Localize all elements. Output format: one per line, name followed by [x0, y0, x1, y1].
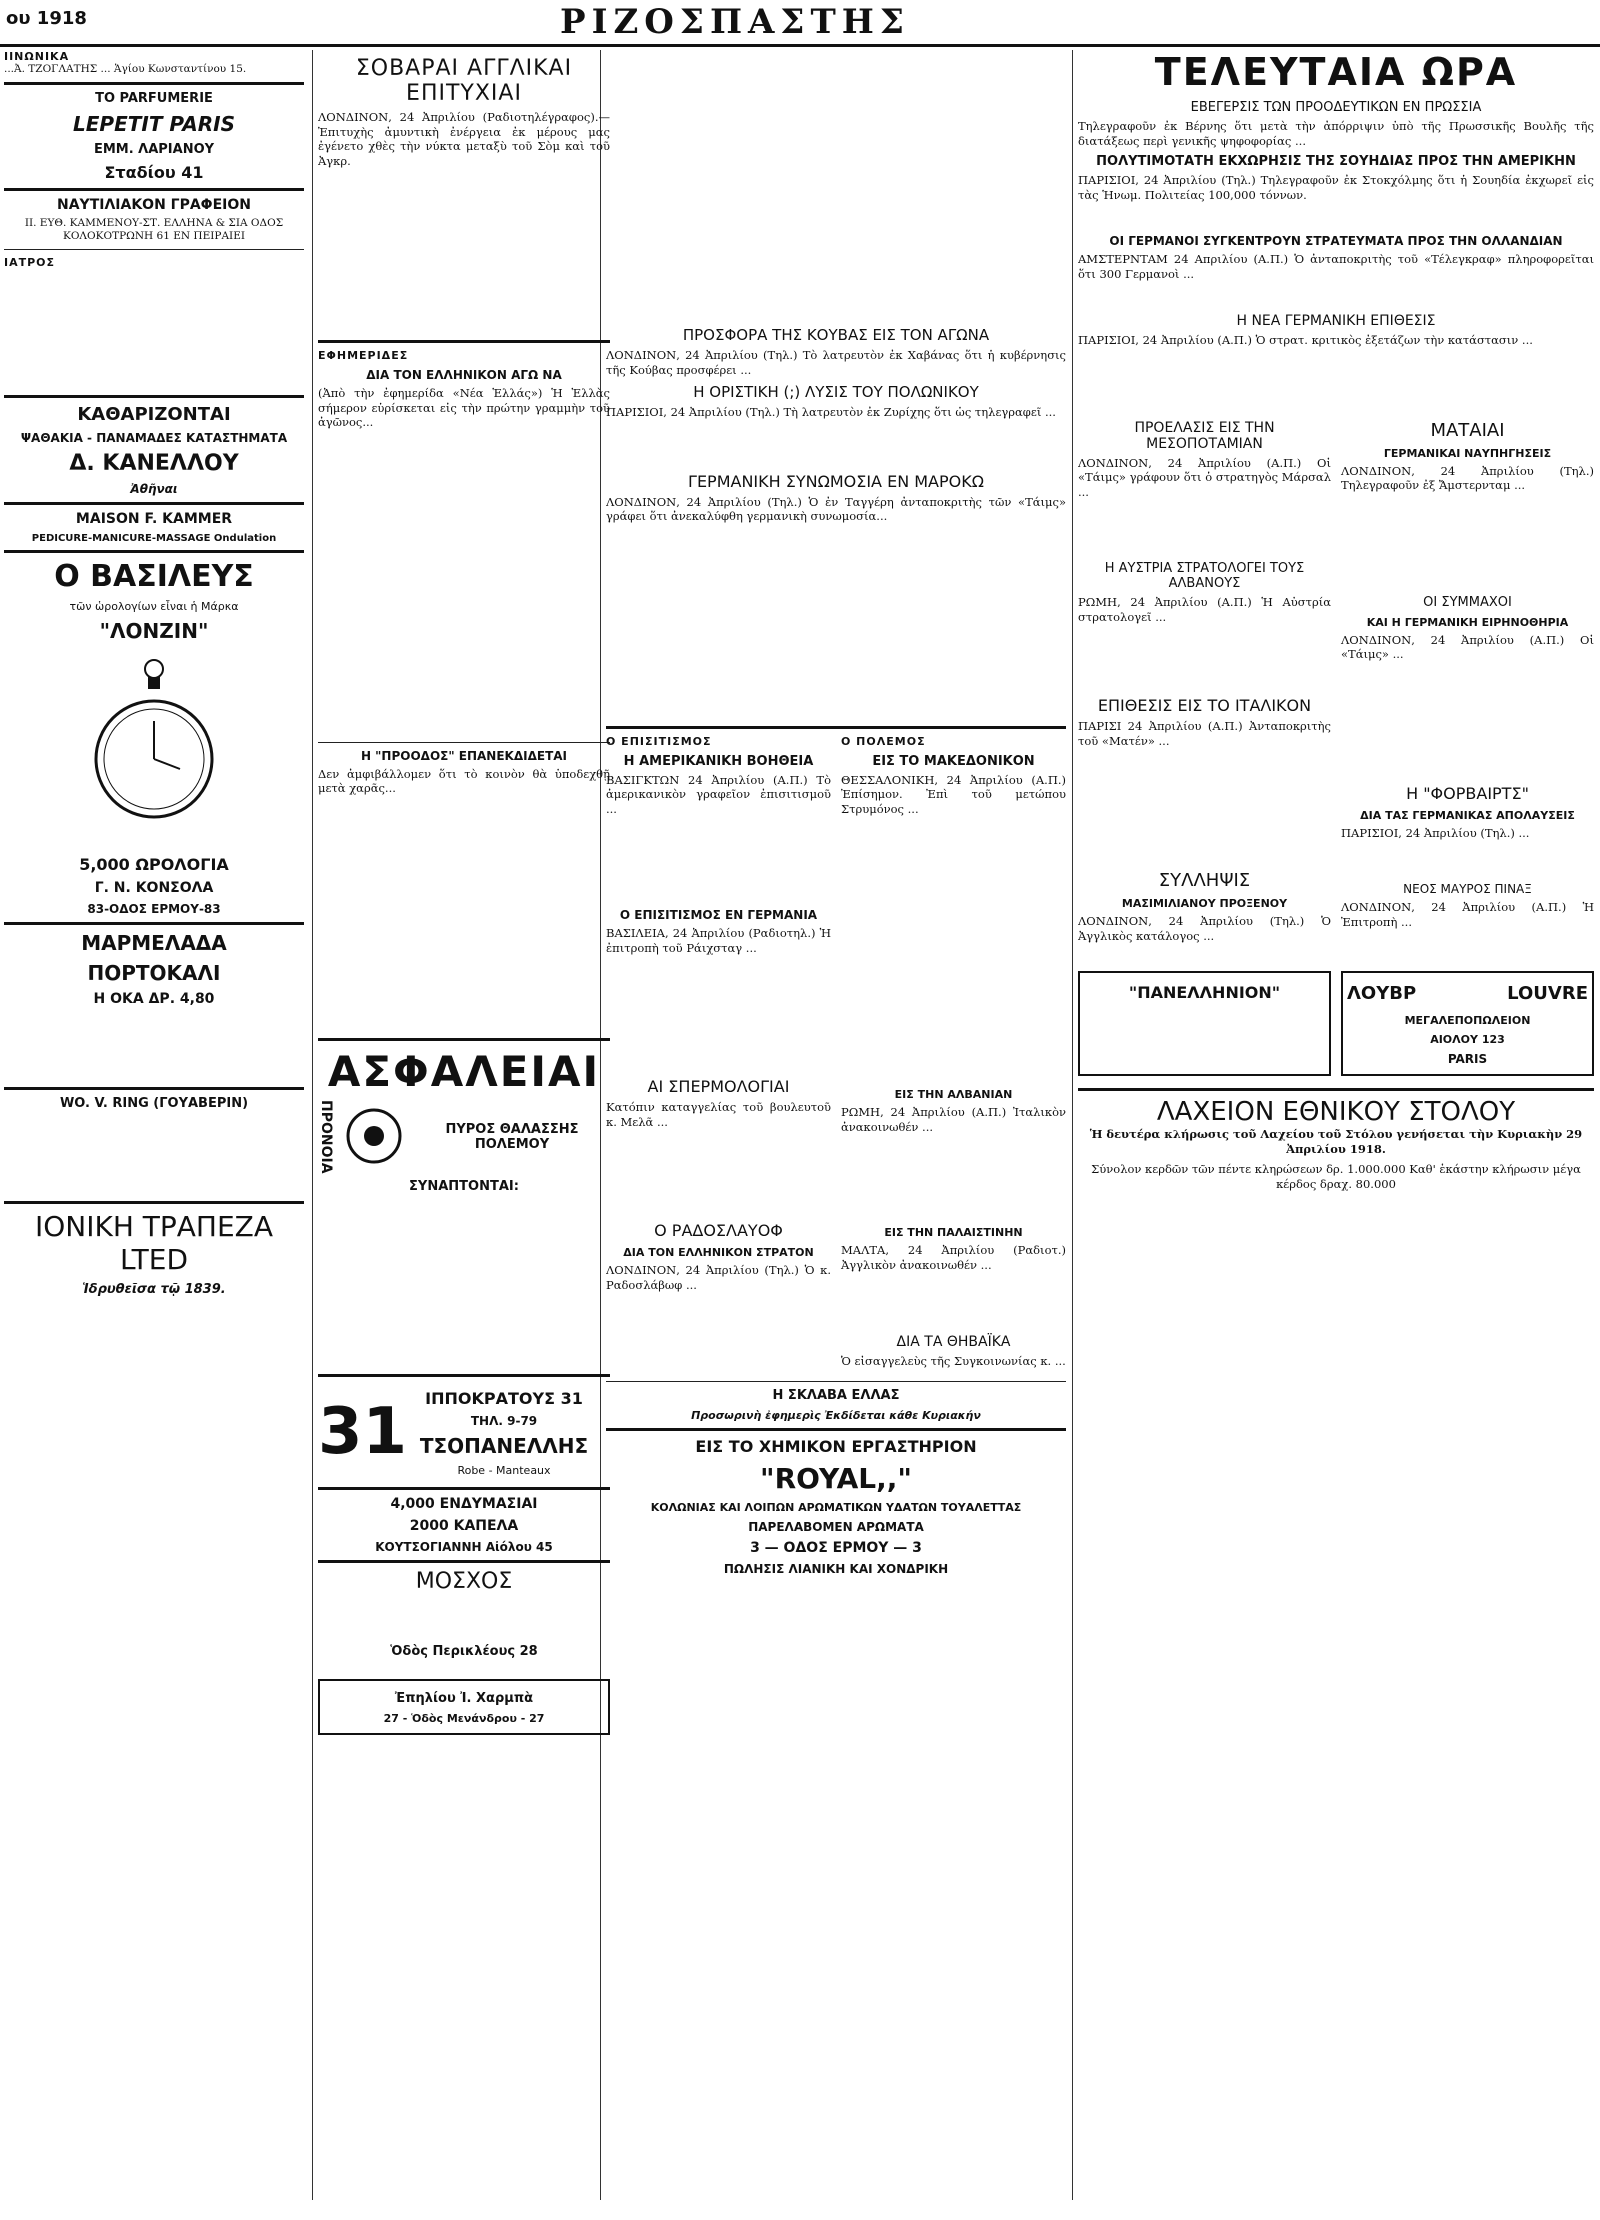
column-2 [318, 50, 610, 1741]
article-text: ΛΟΝΔΙΝΟΝ, 24 Ἀπριλίου (Α.Π.) Ἡ Ἐπιτροπὴ ... [1341, 900, 1594, 929]
article-heading: ΝΕΟΣ ΜΑΥΡΟΣ ΠΙΝΑΞ [1403, 882, 1532, 896]
ad-marmelada: ΜΑΡΜΕΛΑΔΑ [81, 931, 227, 955]
ad-kammer-heading: MAISON F. KAMMER [75, 511, 233, 527]
ad-cleaners-sub: ΨΑΘΑΚΙΑ - ΠΑΝΑΜΑΔΕΣ ΚΑΤΑΣΤΗΜΑΤΑ [20, 431, 288, 445]
ad-tsop-sub: Robe - Manteaux [457, 1464, 551, 1478]
ad-royal-address: 3 — ΟΔΟΣ ΕΡΜΟΥ — 3 [750, 1539, 922, 1556]
article-heading: Ο ΡΑΔΟΣΛΑΥΟΦ [654, 1221, 783, 1240]
article-subheading: ΜΑΣΙΜΙΛΙΑΝΟΥ ΠΡΟΞΕΝΟΥ [1121, 897, 1288, 910]
article-subheading: ΓΕΡΜΑΝΙΚΑΙ ΝΑΥΠΗΓΗΣΕΙΣ [1383, 446, 1552, 460]
article-text: ΛΟΝΔΙΝΟΝ, 24 Ἀπριλίου (Α.Π.) Οἱ «Τάιμς» γράφουν ὅτι ὁ στρατηγὸς Μάρσαλ ... [1078, 455, 1331, 499]
ad-king-heading: Ο ΒΑΣΙΛΕΥΣ [54, 559, 254, 594]
article-heading: ΟΙ ΣΥΜΜΑΧΟΙ [1423, 594, 1512, 610]
article-text: ΠΑΡΙΣΙΟΙ, 24 Ἀπριλίου (Τηλ.) Τηλεγραφοῦν ἐκ Στοκχόλμης ὅτι ἡ Σουηδία ἐκχωρεῖ εἰς τὰς Ἡνωμ. Πολιτείας 100,000 τόννων. [1078, 173, 1594, 202]
article-text: Δεν ἀμφιβάλλομεν ὅτι τὸ κοινὸν θὰ ὑποδεχθῇ μετὰ χαρᾶς... [318, 766, 610, 795]
article-subheading: ΔΙΑ ΤΑΣ ΓΕΡΜΑΝΙΚΑΣ ΑΠΟΛΑΥΣΕΙΣ [1360, 808, 1575, 822]
article-heading: Ο ΕΠΙΣΙΤΙΣΜΟΣ ΕΝ ΓΕΡΜΑΝΙΑ [619, 908, 818, 922]
article-heading: Η "ΠΡΟΟΔΟΣ" ΕΠΑΝΕΚΔΙΔΕΤΑΙ [360, 748, 568, 763]
section-ephemerides: ΕΦΗΜΕΡΙΔΕΣ [318, 349, 409, 362]
article-subheading: ΚΑΙ Η ΓΕΡΜΑΝΙΚΗ ΕΙΡΗΝΟΘΗΡΙΑ [1366, 615, 1569, 629]
ad-insurance-heading: ΑΣΦΑΛΕΙΑΙ [327, 1046, 601, 1096]
ad-royal-sale: ΠΩΛΗΣΙΣ ΛΙΑΝΙΚΗ ΚΑΙ ΧΟΝΔΡΙΚΗ [723, 1561, 949, 1576]
ad-bank-founded: Ἱδρυθεῖσα τῷ 1839. [82, 1282, 226, 1297]
masthead [0, 0, 1600, 47]
article-text: ΠΑΡΙΣΙΟΙ, 24 Ἀπριλίου (Τηλ.) Τὴ λατρευτὸν ἐκ Ζυρίχης ὅτι ὡς τηλεγραφεῖ ... [606, 405, 1056, 419]
article-text: ΛΟΝΔΙΝΟΝ, 24 Ἀπριλίου (Τηλ.) Τὸ λατρευτὸν ἐκ Χαβάνας ὅτι ἡ κυβέρνησις τῆς Κούβας προσφέρει ... [606, 348, 1066, 377]
article-text: ΒΑΣΙΓΚΤΩΝ 24 Ἀπριλίου (Α.Π.) Τὸ ἀμερικανικὸν γραφεῖον ἐπισιτισμοῦ ... [606, 772, 831, 816]
article-heading: Η ΝΕΑ ΓΕΡΜΑΝΙΚΗ ΕΠΙΘΕΣΙΣ [1236, 313, 1436, 329]
ad-pharmacy-address: 27 - Ὁδὸς Μενάνδρου - 27 [383, 1712, 545, 1726]
article-text: ...Ἀ. ΤΖΟΓΛΑΤΗΣ ... Ἁγίου Κωνσταντίνου 15. [4, 63, 247, 75]
ad-tsop-address: ΙΠΠΟΚΡΑΤΟΥΣ 31 [425, 1389, 583, 1409]
ad-louvre-paris: PARIS [1447, 1052, 1488, 1066]
ad-endymasiai: 4,000 ΕΝΔΥΜΑΣΙΑΙ [390, 1496, 538, 1513]
column-5 [1078, 50, 1594, 1197]
ad-parfumerie-owner: ΕΜΜ. ΛΑΡΙΑΝΟΥ [93, 142, 215, 157]
ad-royal-name: "ROYAL,," [760, 1461, 912, 1495]
article-heading: ΔΙΑ ΤΟΝ ΕΛΛΗΝΙΚΟΝ ΑΓΩ ΝΑ [366, 368, 562, 382]
ad-iatros: ΙΑΤΡΟΣ [4, 256, 56, 269]
ad-royal-sub: ΚΟΛΩΝΙΑΣ ΚΑΙ ΛΟΙΠΩΝ ΑΡΩΜΑΤΙΚΩΝ ΥΔΑΤΩΝ ΤΟΥΑΛΕΤΤΑΣ [650, 1500, 1022, 1514]
ad-kapela: 2000 ΚΑΠΕΛΑ [409, 1518, 519, 1535]
column-divider [1072, 50, 1073, 2200]
ad-lottery-prize: Σύνολον κερδῶν τῶν πέντε κληρώσεων δρ. 1.000.000 Καθ' ἑκάστην κλήρωσιν μέγα κέρδος δραχ. 80.000 [1091, 1162, 1581, 1191]
insurance-emblem-icon [344, 1106, 404, 1166]
ad-parfumerie-address: Σταδίου 41 [104, 163, 204, 182]
headline-polish: Η ΟΡΙΣΤΙΚΗ (;) ΛΥΣΙΣ ΤΟΥ ΠΟΛΩΝΙΚΟΥ [693, 383, 979, 401]
column-3-4 [606, 50, 1066, 1580]
ad-royal-sub2: ΠΑΡΕΛΑΒΟΜΕΝ ΑΡΩΜΑΤΑ [748, 1519, 924, 1534]
ad-kammer-sub: PEDICURE-MANICURE-MASSAGE Ondulation [31, 533, 277, 544]
article-text: Κατόπιν καταγγελίας τοῦ βουλευτοῦ κ. Μελᾶ ... [606, 1100, 831, 1129]
ad-konsola-address: 83-ΟΔΟΣ ΕΡΜΟΥ-83 [87, 902, 221, 916]
article-text: ΒΑΣΙΛΕΙΑ, 24 Ἀπριλίου (Ραδιοτηλ.) Ἡ ἐπιτροπὴ τοῦ Ράιχσταγ ... [606, 926, 831, 955]
column-1 [4, 50, 304, 1301]
section-polemos: Ο ΠΟΛΕΜΟΣ [841, 734, 926, 748]
article-heading: Η ΑΜΕΡΙΚΑΝΙΚΗ ΒΟΗΘΕΙΑ [623, 753, 814, 769]
article-text: ΡΩΜΗ, 24 Ἀπριλίου (Α.Π.) Ἰταλικὸν ἀνακοινωθέν ... [841, 1105, 1066, 1134]
article-text: ΛΟΝΔΙΝΟΝ, 24 Ἀπριλίου (Τηλ.) Ὁ Ἀγγλικὸς κατάλογος ... [1078, 914, 1331, 943]
article-heading: ΠΟΛΥΤΙΜΟΤΑΤΗ ΕΚΧΩΡΗΣΙΣ ΤΗΣ ΣΟΥΗΔΙΑΣ ΠΡΟΣ ΤΗΝ ΑΜΕΡΙΚΗΝ [1096, 154, 1576, 169]
headline-morocco: ΓΕΡΜΑΝΙΚΗ ΣΥΝΩΜΟΣΙΑ ΕΝ ΜΑΡΟΚΩ [688, 471, 984, 491]
headline-british: ΣΟΒΑΡΑΙ ΑΓΓΛΙΚΑΙ ΕΠΙΤΥΧΙΑΙ [355, 56, 573, 106]
column-divider [312, 50, 313, 2200]
ad-king-brand: "ΛΟΝΖΙΝ" [99, 619, 209, 643]
article-subheading: ΔΙΑ ΤΟΝ ΕΛΛΗΝΙΚΟΝ ΣΤΡΑΤΟΝ [623, 1246, 814, 1259]
ad-pronoia: ΠΡΟΝΟΙΑ [318, 1099, 334, 1174]
article-heading: ΔΙΑ ΤΑ ΘΗΒΑΪΚΑ [896, 1334, 1011, 1350]
ad-tsop-tel: ΤΗΛ. 9-79 [470, 1414, 538, 1429]
article-heading: ΣΥΛΛΗΨΙΣ [1158, 870, 1251, 891]
ad-insurance-items: ΠΥΡΟΣ ΘΑΛΑΣΣΗΣ ΠΟΛΕΜΟΥ [445, 1122, 579, 1153]
article-text: Τηλεγραφοῦν ἐκ Βέρνης ὅτι μετὰ τὴν ἀπόρριψιν ὑπὸ τῆς Πρωσσικῆς Βουλῆς τῆς διατάξεως περὶ γενικῆς ψηφοφορίας ... [1078, 119, 1594, 148]
masthead-date: ου 1918 [6, 8, 87, 29]
article-text: ΛΟΝΔΙΝΟΝ, 24 Ἀπριλίου (Α.Π.) Οἱ «Τάιμς» ... [1341, 632, 1594, 661]
ad-louvre-sub: ΜΕΓΑΛΕΠΟΠΩΛΕΙΟΝ [1404, 1014, 1531, 1027]
article-text: ΑΜΣΤΕΡΝΤΑΜ 24 Απριλίου (Α.Π.) Ὁ ἀνταποκριτὴς τοῦ «Τέλεγκραφ» πληροφορεῖται ὅτι 300 Γερμανοὶ ... [1078, 252, 1594, 281]
article-heading: ΜΑΤΑΙΑΙ [1430, 419, 1505, 441]
article-heading: ΕΠΙΘΕΣΙΣ ΕΙΣ ΤΟ ΙΤΑΛΙΚΟΝ [1097, 696, 1312, 715]
ad-koutsogianni: ΚΟΥΤΣΟΓΙΑΝΝΗ Αἰόλου 45 [375, 1540, 553, 1555]
article-text: ΠΑΡΙΣΙ 24 Ἀπριλίου (Α.Π.) Ἀνταποκριτὴς τοῦ «Ματέν» ... [1078, 719, 1331, 748]
article-heading: ΕΙΣ ΤΟ ΜΑΚΕΔΟΝΙΚΟΝ [872, 753, 1035, 769]
article-text: Ὁ εἰσαγγελεὺς τῆς Συγκοινωνίας κ. ... [841, 1354, 1066, 1368]
ad-bank-heading: ΙΟΝΙΚΗ ΤΡΑΠΕΖΑ LTED [34, 1210, 274, 1276]
article-heading: Η ΑΥΣΤΡΙΑ ΣΤΡΑΤΟΛΟΓΕΙ ΤΟΥΣ ΑΛΒΑΝΟΥΣ [1104, 561, 1305, 591]
ad-insurance-contract: ΣΥΝΑΠΤΟΝΤΑΙ: [409, 1179, 519, 1195]
article-heading: ΑΙ ΣΠΕΡΜΟΛΟΓΙΑΙ [647, 1077, 790, 1096]
ad-oka: Η ΟΚΑ ΔΡ. 4,80 [93, 991, 215, 1007]
ad-naut-heading: ΝΑΥΤΙΛΙΑΚΟΝ ΓΡΑΦΕΙΟΝ [57, 197, 251, 213]
article-text: ΛΟΝΔΙΝΟΝ, 24 Ἀπριλίου (Ραδιοτηλέγραφος).—Ἐπιτυχὴς ἀμυντικὴ ἐνέργεια ἐκ μέρους μας ἐγένετο χθὲς τὴν νύκτα μεταξὺ τοῦ Σὸμ καὶ τοῦ Ἀγκρ. [318, 110, 610, 168]
article-heading: ΕΒΕΓΕΡΣΙΣ ΤΩΝ ΠΡΟΟΔΕΥΤΙΚΩΝ ΕΝ ΠΡΩΣΣΙΑ [1190, 100, 1482, 115]
article-heading: ΠΡΟΕΛΑΣΙΣ ΕΙΣ ΤΗΝ ΜΕΣΟΠΟΤΑΜΙΑΝ [1134, 419, 1275, 452]
ad-royal-pre: ΕΙΣ ΤΟ ΧΗΜΙΚΟΝ ΕΡΓΑΣΤΗΡΙΟΝ [695, 1436, 977, 1456]
ad-portokali: ΠΟΡΤΟΚΑΛΙ [87, 961, 221, 985]
ad-parfumerie-label: ΤΟ PARFUMERIE [95, 91, 213, 106]
ad-parfumerie-name: LEPETIT PARIS [73, 112, 235, 136]
section-episitismos: Ο ΕΠΙΣΙΤΙΣΜΟΣ [606, 734, 712, 748]
headline-last-hour: ΤΕΛΕΥΤΑΙΑ ΩΡΑ [1154, 50, 1518, 94]
ad-perikleous: Ὁδὸς Περικλέους 28 [390, 1644, 538, 1660]
headline-cuba: ΠΡΟΣΦΟΡΑ ΤΗΣ ΚΟΥΒΑΣ ΕΙΣ ΤΟΝ ΑΓΩΝΑ [682, 326, 990, 344]
masthead-title: ΡΙΖΟΣΠΑΣΤΗΣ [560, 2, 910, 42]
ad-tsop-number: 31 [318, 1395, 408, 1470]
article-text: ΠΑΡΙΣΙΟΙ, 24 Ἀπριλίου (Α.Π.) Ὁ στρατ. κριτικὸς ἐξετάζων τὴν κατάστασιν ... [1078, 333, 1533, 347]
article-text: ΡΩΜΗ, 24 Ἀπριλίου (Α.Π.) Ἡ Αὐστρία στρατολογεῖ ... [1078, 595, 1331, 624]
ad-tsop-name: ΤΣΟΠΑΝΕΛΛΗΣ [419, 1434, 589, 1459]
ad-panellinion: "ΠΑΝΕΛΛΗΝΙΟΝ" [1128, 983, 1281, 1002]
ad-naut-text: ΙΙ. ΕΥΘ. ΚΑΜΜΕΝΟΥ-ΣΤ. ΕΛΛΗΝΑ & ΣΙΑ ΟΔΟΣ ΚΟΛΟΚΟΤΡΩΝΗ 61 ΕΝ ΠΕΙΡΑΙΕΙ [24, 217, 284, 242]
ad-ring: WO. V. RING (ΓΟΥΑΒΕΡΙΝ) [59, 1096, 249, 1111]
article-heading: ΕΙΣ ΤΗΝ ΑΛΒΑΝΙΑΝ [894, 1088, 1013, 1101]
article-heading: ΕΙΣ ΤΗΝ ΠΑΛΑΙΣΤΙΝΗΝ [884, 1226, 1023, 1239]
ad-clocks: 5,000 ΩΡΟΛΟΓΙΑ [79, 855, 229, 874]
article-text: (Ἀπὸ τὴν ἐφημερίδα «Νέα Ἑλλάς») Ἡ Ἑλλὰς σήμερον εὑρίσκεται εἰς τὴν πρώτην γραμμὴν τοῦ ἀγῶνος... [318, 386, 610, 429]
ad-louvre-address: ΑΙΟΛΟΥ 123 [1430, 1033, 1505, 1046]
section-label: ΙΙΝΩΝΙΚΑ [4, 50, 70, 63]
article-text: ΛΟΝΔΙΝΟΝ, 24 Ἀπριλίου (Τηλ.) Ὁ ἐν Ταγγέρη ἀνταποκριτὴς τῶν «Τάιμς» γράφει ὅτι ἀνεκαλύφθη γερμανικὴ συνωμοσία... [606, 494, 1066, 523]
ad-konsola: Γ. Ν. ΚΟΝΣΟΛΑ [94, 880, 214, 896]
ad-king-sub: τῶν ὡρολογίων εἶναι ἡ Μάρκα [69, 600, 239, 613]
ad-moschos: ΜΟΣΧΟΣ [415, 1569, 513, 1595]
ad-lottery-text: Ἡ δευτέρα κλήρωσις τοῦ Λαχείου τοῦ Στόλου γενήσεται τὴν Κυριακὴν 29 Ἀπριλίου 1918. [1089, 1127, 1583, 1156]
ad-lottery-heading: ΛΑΧΕΙΟΝ ΕΘΝΙΚΟΥ ΣΤΟΛΟΥ [1156, 1097, 1516, 1127]
ad-cleaners-city: Ἀθῆναι [130, 482, 178, 496]
article-text: ΛΟΝΔΙΝΟΝ, 24 Ἀπριλίου (Τηλ.) Ὁ κ. Ραδοσλάβωφ ... [606, 1263, 831, 1292]
article-text: ΘΕΣΣΑΛΟΝΙΚΗ, 24 Ἀπριλίου (Α.Π.) Ἐπίσημον. Ἐπὶ τοῦ μετώπου Στρυμόνος ... [841, 772, 1066, 816]
ad-louvre: ΛΟΥΒΡ [1347, 983, 1417, 1004]
pocket-watch-illustration [94, 649, 214, 849]
ad-cleaners-name: Δ. ΚΑΝΕΛΛΟΥ [69, 451, 239, 476]
ad-cleaners-heading: ΚΑΘΑΡΙΖΟΝΤΑΙ [77, 404, 231, 425]
article-text: ΜΑΛΤΑ, 24 Ἀπριλίου (Ραδιοτ.) Ἀγγλικὸν ἀνακοινωθέν ... [841, 1243, 1066, 1272]
article-heading: ΟΙ ΓΕΡΜΑΝΟΙ ΣΥΓΚΕΝΤΡΟΥΝ ΣΤΡΑΤΕΥΜΑΤΑ ΠΡΟΣ ΤΗΝ ΟΛΛΑΝΔΙΑΝ [1109, 234, 1563, 248]
article-text: ΠΑΡΙΣΙΟΙ, 24 Ἀπριλίου (Τηλ.) ... [1341, 825, 1530, 840]
ad-sklava-sub: Προσωρινὴ ἐφημερὶς Ἐκδίδεται κάθε Κυριακήν [691, 1408, 981, 1422]
ad-louvre-latin: LOUVRE [1507, 983, 1588, 1004]
article-text: ΛΟΝΔΙΝΟΝ, 24 Ἀπριλίου (Τηλ.) Τηλεγραφοῦν ἐξ Ἄμστερνταμ ... [1341, 463, 1594, 492]
article-heading: Η "ΦΟΡΒΑΙΡΤΣ" [1406, 783, 1529, 803]
ad-pharmacy: Ἐπηλίου Ἰ. Χαρμπὰ [394, 1691, 534, 1707]
ad-sklava-heading: Η ΣΚΛΑΒΑ ΕΛΛΑΣ [772, 1387, 900, 1403]
